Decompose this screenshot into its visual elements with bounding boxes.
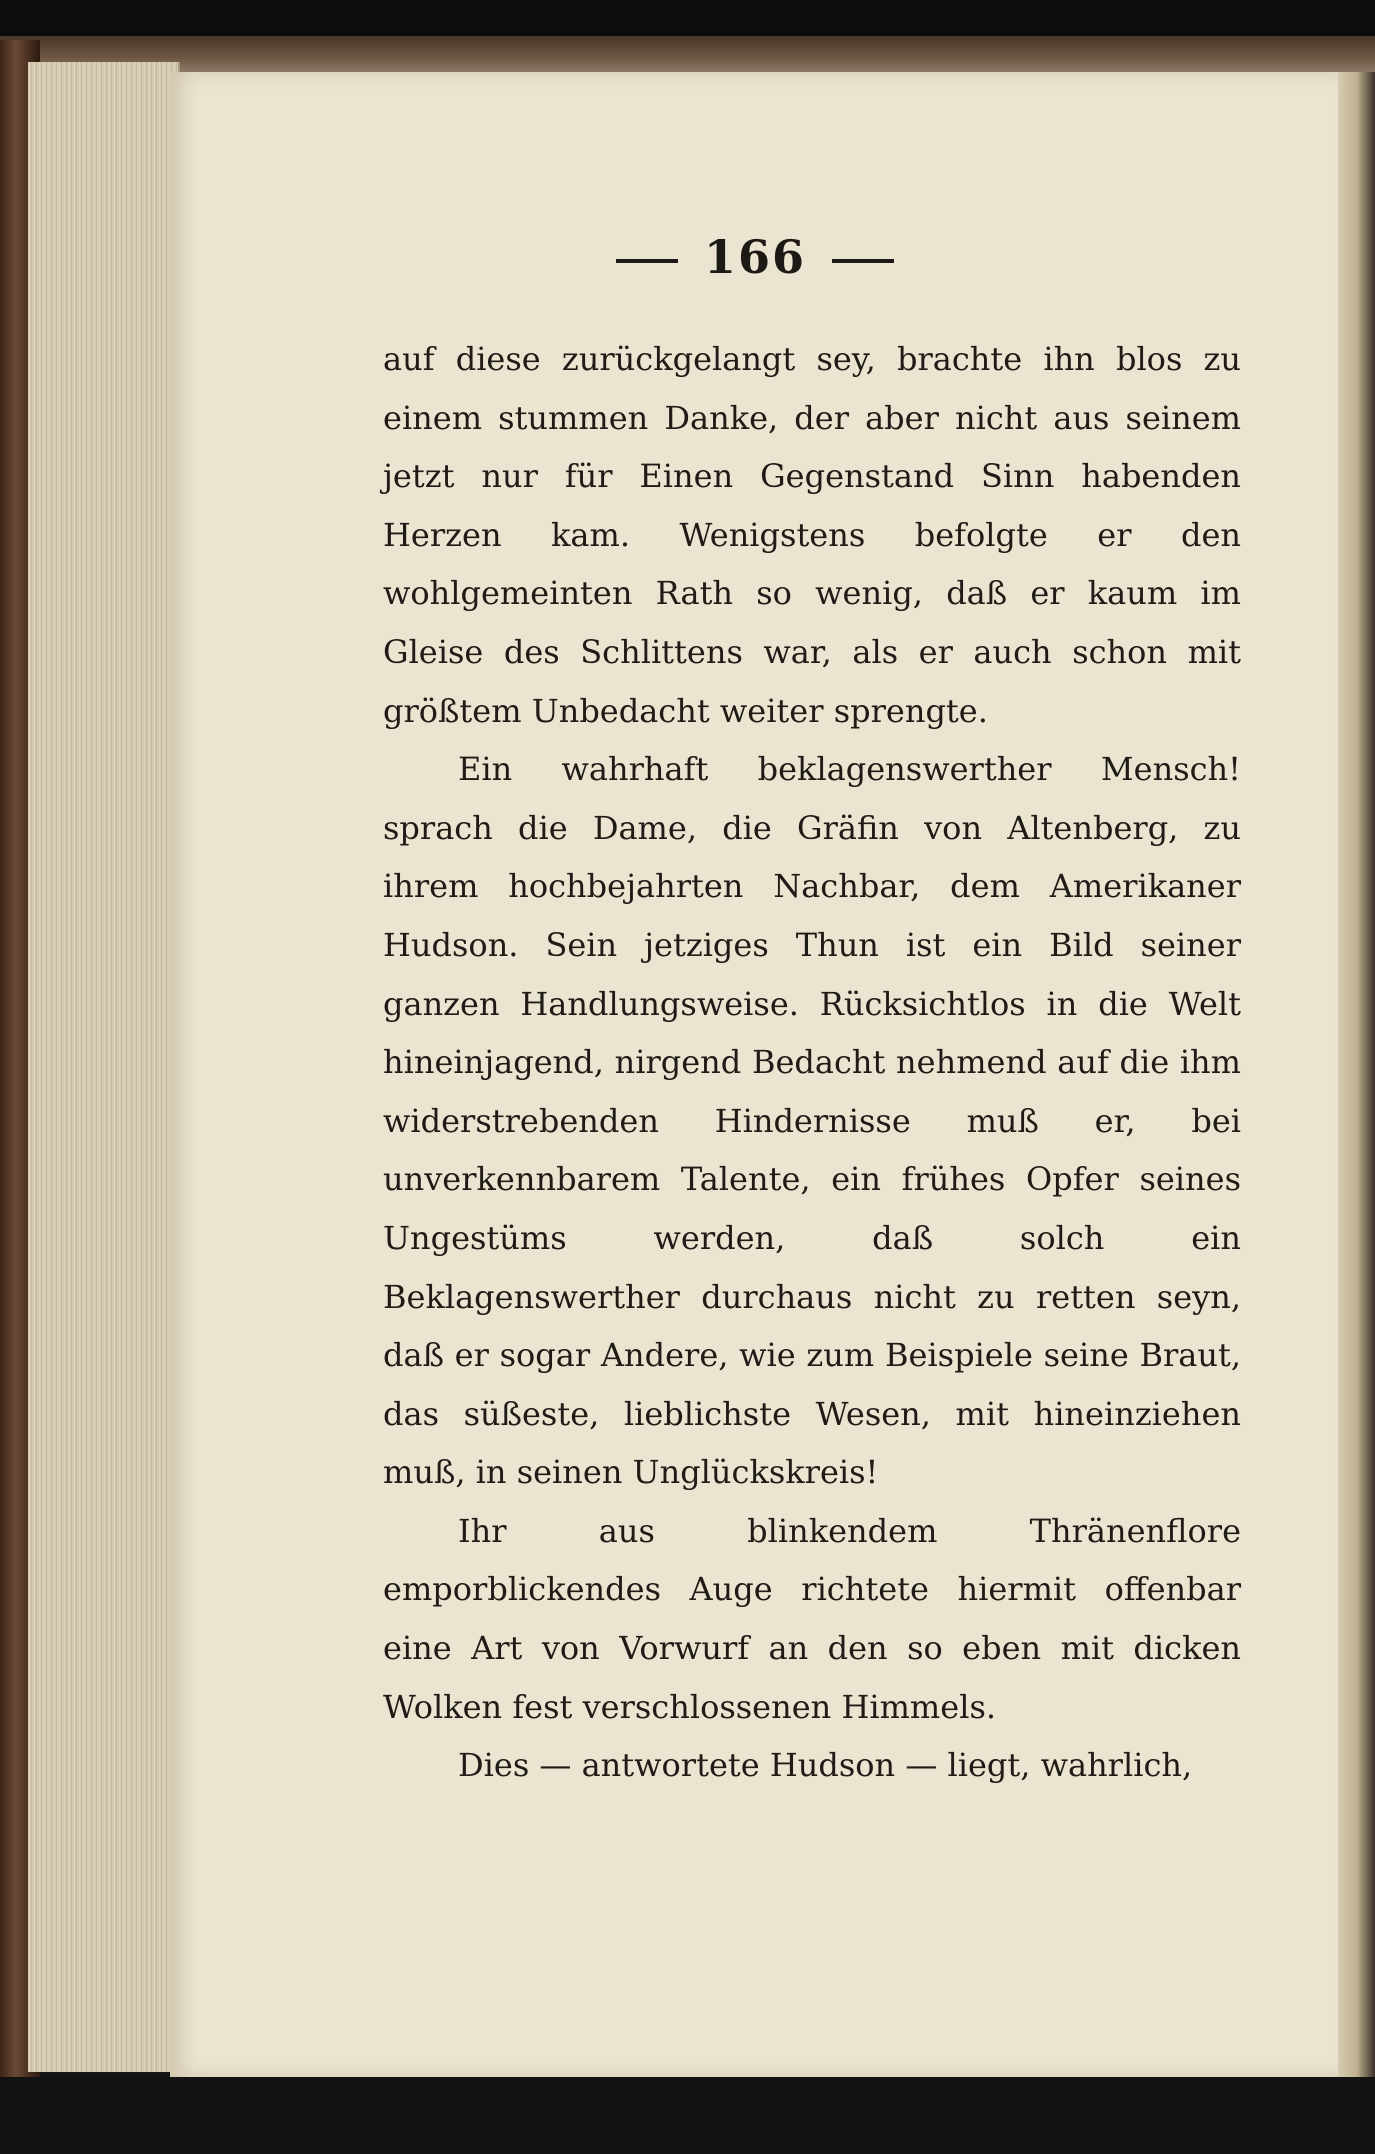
page-header bbox=[170, 230, 1340, 284]
book-cover-top-edge bbox=[0, 36, 1375, 72]
paragraph-1: auf diese zurückgelangt sey, brachte ihn blos zu einem stummen Danke, der aber nicht aus seinem jetzt nur für Einen Gegenstand Sinn habenden Herzen kam. Wenigstens befolgte er den wohlgemeinten Rath so wenig, daß er kaum im Gleise des Schlittens war, als er auch schon mit größtem Unbedacht weiter sprengte. bbox=[383, 340, 1241, 730]
scan-background-top bbox=[0, 0, 1375, 40]
paragraph-2: Ein wahrhaft beklagenswerther Mensch! sprach die Dame, die Gräfin von Altenberg, zu ihrem hochbejahrten Nachbar, dem Amerikaner Hudson. Sein jetziges Thun ist ein Bild seiner ganzen Handlungsweise. Rücksichtlos in die Welt hineinjagend, nirgend Bedacht nehmend auf die ihm widerstrebenden Hindernisse muß er, bei unverkennbarem Talente, ein frühes Opfer seines Ungestüms werden, daß solch ein Beklagenswerther durchaus nicht zu retten seyn, daß er sogar Andere, wie zum Beispiele seine Braut, das süßeste, lieblichste Wesen, mit hineinziehen muß, in seinen Unglückskreis! bbox=[383, 750, 1241, 1492]
page-number: 166 bbox=[703, 230, 807, 284]
page-right-edge bbox=[1338, 72, 1375, 2077]
page-stack-edges bbox=[28, 62, 180, 2072]
scan-background-bottom bbox=[0, 2077, 1375, 2154]
paragraph-4: Dies — antwortete Hudson — liegt, wahrlich, bbox=[458, 1746, 1193, 1785]
paragraph-3: Ihr aus blinkendem Thränenflore emporblickendes Auge richtete hiermit offenbar eine Art von Vorwurf an den so eben mit dicken Wolken fest verschlossenen Himmels. bbox=[383, 1511, 1241, 1726]
header-dash-left bbox=[616, 259, 678, 263]
header-dash-right bbox=[832, 259, 894, 263]
body-text bbox=[383, 330, 1241, 1795]
